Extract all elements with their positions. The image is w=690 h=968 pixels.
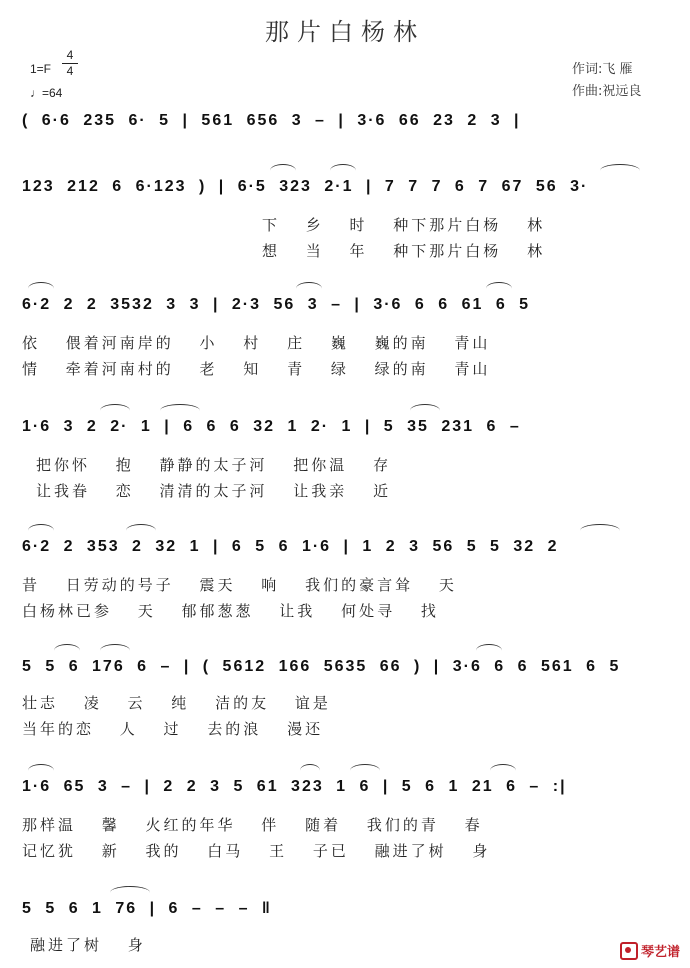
slur-mark <box>486 282 512 295</box>
watermark-text: 琴艺谱 <box>640 945 680 960</box>
slur-mark <box>330 164 356 177</box>
lyric-verse-2: 白杨林已参 天 郁郁葱葱 让我 何处寻 找 <box>22 602 439 620</box>
slur-mark <box>300 764 320 777</box>
notation-line: 123 212 6 6·123 ) | 6·5 323 2·1 | 7 7 7 6 7 67 56 3· <box>22 178 589 195</box>
slur-mark <box>410 404 440 417</box>
lyric-verse-2: 记忆犹 新 我的 白马 王 子已 融进了树 身 <box>22 842 491 860</box>
slur-mark <box>580 524 620 537</box>
notation-line: 5 5 6 176 6 – | ( 5612 166 5635 66 ) | 3·6 6 6 561 6 5 <box>22 658 621 675</box>
tempo-marking: ♩=64 <box>30 86 63 100</box>
notation-line: 1·6 3 2 2· 1 | 6 6 6 32 1 2· 1 | 5 35 231 6 – <box>22 418 521 435</box>
notation-line: 5 5 6 1 76 | 6 – – – ‖ <box>22 900 272 917</box>
key-signature: 1=F <box>30 62 52 76</box>
lyric-verse-1: 融进了树 身 <box>30 936 146 954</box>
slur-mark <box>110 886 150 899</box>
lyric-verse-2: 当年的恋 人 过 去的浪 漫还 <box>22 720 324 738</box>
song-title: 那片白杨林 <box>265 18 425 46</box>
lyric-verse-2: 让我眷 恋 清清的太子河 让我亲 近 <box>36 482 392 500</box>
slur-mark <box>270 164 296 177</box>
lyric-verse-1: 壮志 凌 云 纯 洁的友 谊是 <box>22 694 331 712</box>
notation-line: 1·6 65 3 – | 2 2 3 5 61 323 1 6 | 5 6 1 21 6 – :| <box>22 778 567 795</box>
slur-mark <box>100 404 130 417</box>
time-signature <box>62 48 78 79</box>
slur-mark <box>28 764 54 777</box>
lyric-verse-1: 那样温 馨 火红的年华 伴 随着 我们的青 春 <box>22 816 483 834</box>
slur-mark <box>476 644 502 657</box>
lyric-verse-2: 想 当 年 种下那片白杨 林 <box>262 242 546 260</box>
logo-icon <box>620 942 638 960</box>
notation-line: 6·2 2 2 3532 3 3 | 2·3 56 3 – | 3·6 6 6 61 6 5 <box>22 296 531 313</box>
notation-line: ( 6·6 235 6· 5 | 561 656 3 – | 3·6 66 23 2 3 | <box>22 112 521 129</box>
composer-credit: 作曲:祝远良 <box>572 84 642 99</box>
watermark-logo <box>620 941 680 960</box>
time-signature-top: 4 <box>66 48 74 62</box>
slur-mark <box>100 644 130 657</box>
slur-mark <box>28 524 54 537</box>
lyricist-credit: 作词:飞 雁 <box>572 62 633 77</box>
slur-mark <box>54 644 80 657</box>
slur-mark <box>28 282 54 295</box>
lyric-verse-1: 依 偎着河南岸的 小 村 庄 巍 巍的南 青山 <box>22 334 491 352</box>
slur-mark <box>350 764 380 777</box>
lyric-verse-2: 情 牵着河南村的 老 知 青 绿 绿的南 青山 <box>22 360 491 378</box>
slur-mark <box>490 764 516 777</box>
slur-mark <box>126 524 156 537</box>
slur-mark <box>160 404 200 417</box>
slur-mark <box>600 164 640 177</box>
notation-line: 6·2 2 353 2 32 1 | 6 5 6 1·6 | 1 2 3 56 5 5 32 2 <box>22 538 559 555</box>
lyric-verse-1: 把你怀 抱 静静的太子河 把你温 存 <box>36 456 392 474</box>
lyric-verse-1: 下 乡 时 种下那片白杨 林 <box>262 216 546 234</box>
time-signature-bottom: 4 <box>62 63 78 79</box>
lyric-verse-1: 昔 日劳动的号子 震天 响 我们的豪言耸 天 <box>22 576 457 594</box>
slur-mark <box>296 282 322 295</box>
